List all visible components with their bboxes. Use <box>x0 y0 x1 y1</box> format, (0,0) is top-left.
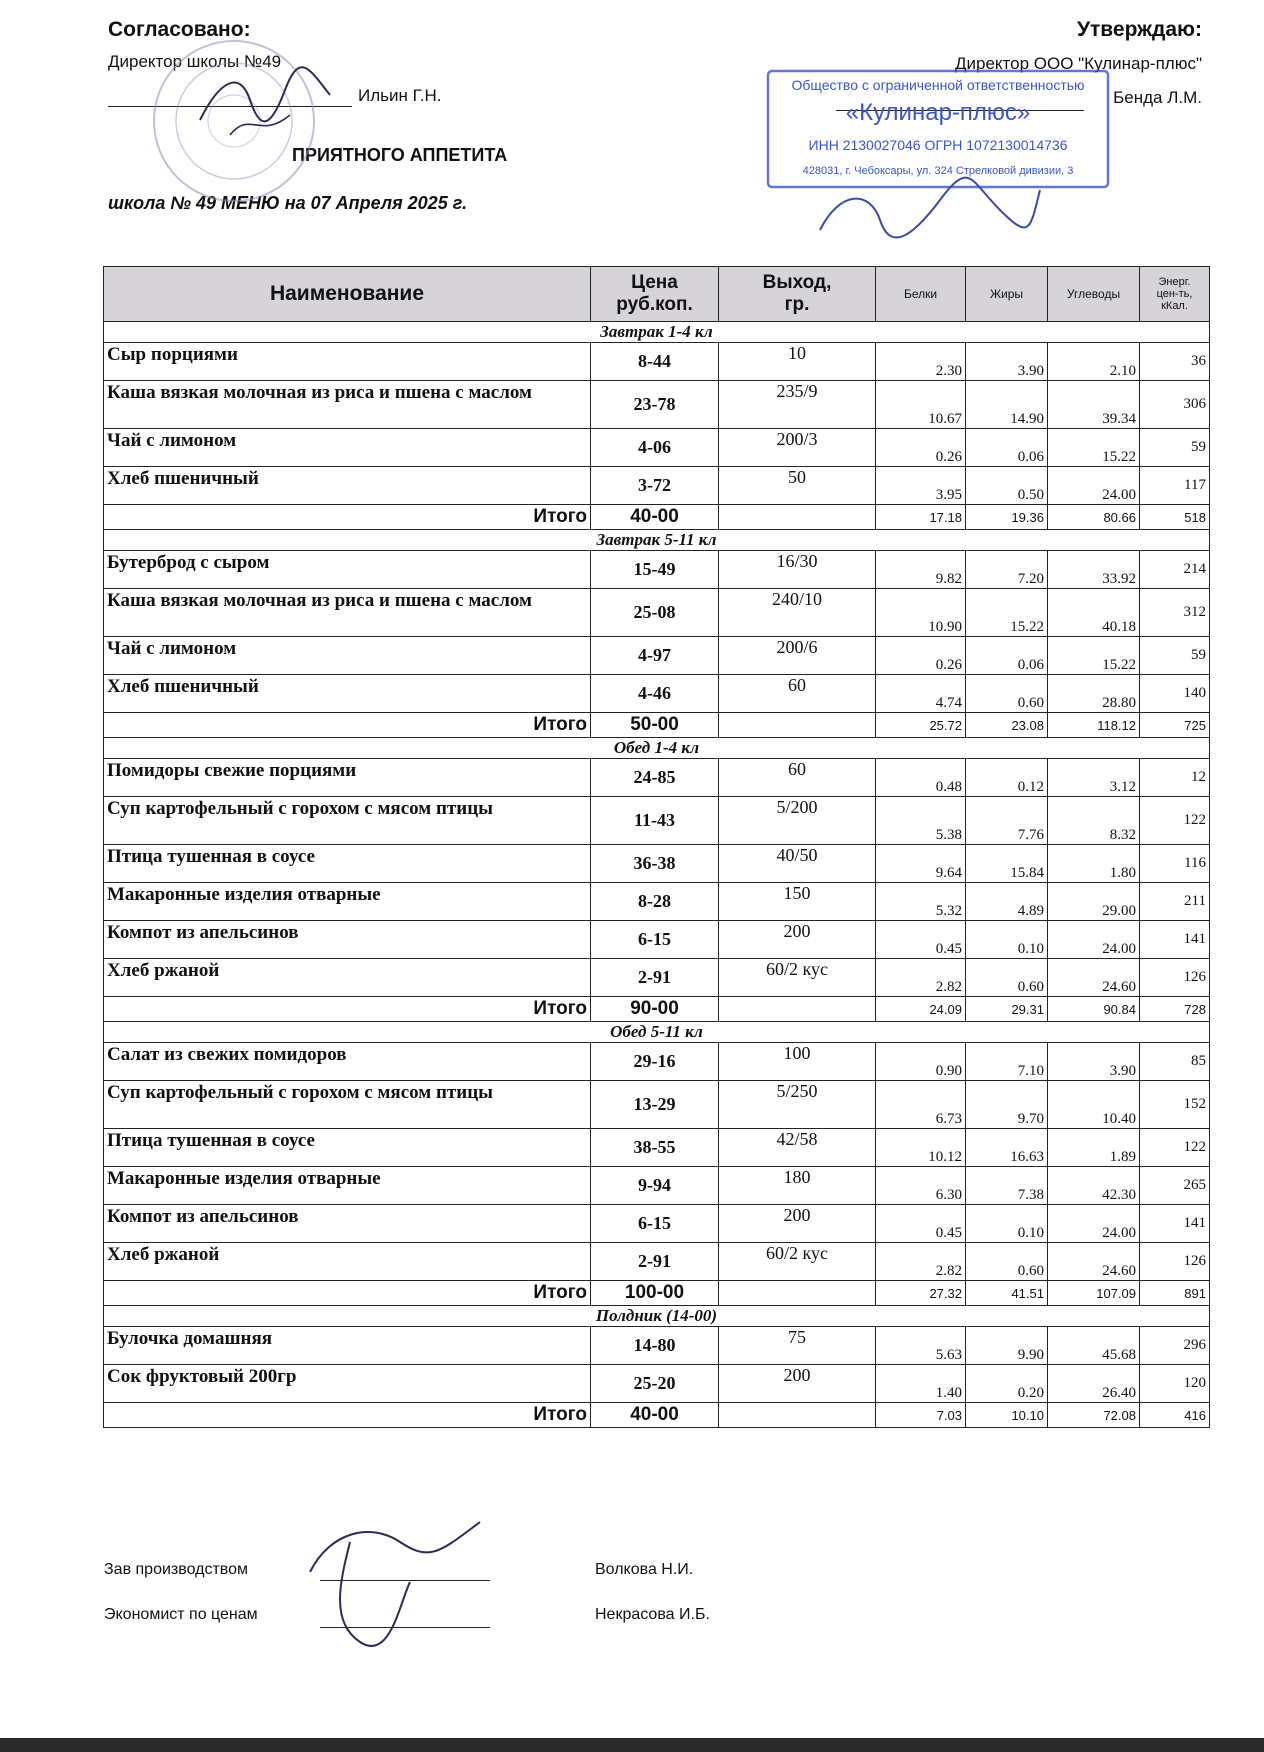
dish-fat: 14.90 <box>966 381 1048 429</box>
dish-output: 200 <box>719 921 876 959</box>
economist-name: Некрасова И.Б. <box>595 1606 710 1623</box>
total-carbs: 80.66 <box>1048 505 1140 530</box>
total-fat: 41.51 <box>966 1281 1048 1306</box>
dish-energy: 122 <box>1140 797 1210 845</box>
dish-fat: 0.10 <box>966 1205 1048 1243</box>
total-protein: 25.72 <box>876 713 966 738</box>
dish-name: Хлеб ржаной <box>104 959 591 997</box>
total-price: 40-00 <box>591 1403 719 1428</box>
dish-carbs: 1.80 <box>1048 845 1140 883</box>
total-carbs: 118.12 <box>1048 713 1140 738</box>
scan-edge <box>0 1738 1264 1752</box>
dish-fat: 7.38 <box>966 1167 1048 1205</box>
dish-protein: 0.26 <box>876 429 966 467</box>
dish-output: 60 <box>719 759 876 797</box>
total-price: 40-00 <box>591 505 719 530</box>
dish-protein: 4.74 <box>876 675 966 713</box>
dish-price: 2-91 <box>591 1243 719 1281</box>
dish-output: 240/10 <box>719 589 876 637</box>
table-row <box>104 467 1210 505</box>
dish-energy: 141 <box>1140 921 1210 959</box>
bon-appetit-text: ПРИЯТНОГО АППЕТИТА <box>292 145 508 165</box>
dish-price: 29-16 <box>591 1043 719 1081</box>
school-director-signature <box>190 60 340 150</box>
dish-name: Компот из апельсинов <box>104 921 591 959</box>
dish-output: 100 <box>719 1043 876 1081</box>
dish-output: 40/50 <box>719 845 876 883</box>
dish-energy: 126 <box>1140 1243 1210 1281</box>
dish-price: 25-08 <box>591 589 719 637</box>
dish-output: 60/2 кус <box>719 1243 876 1281</box>
dish-name: Макаронные изделия отварные <box>104 1167 591 1205</box>
total-carbs: 90.84 <box>1048 997 1140 1022</box>
total-fat: 10.10 <box>966 1403 1048 1428</box>
table-row <box>104 381 1210 429</box>
dish-energy: 36 <box>1140 343 1210 381</box>
dish-carbs: 10.40 <box>1048 1081 1140 1129</box>
confirm-heading: Утверждаю: <box>1076 18 1202 41</box>
dish-price: 8-28 <box>591 883 719 921</box>
dish-fat: 15.22 <box>966 589 1048 637</box>
dish-energy: 214 <box>1140 551 1210 589</box>
section-row <box>104 1306 1210 1327</box>
dish-output: 200/3 <box>719 429 876 467</box>
section-title: Завтрак 1-4 кл <box>104 322 1210 343</box>
dish-price: 6-15 <box>591 1205 719 1243</box>
dish-energy: 122 <box>1140 1129 1210 1167</box>
dish-carbs: 1.89 <box>1048 1129 1140 1167</box>
dish-energy: 265 <box>1140 1167 1210 1205</box>
dish-output: 180 <box>719 1167 876 1205</box>
dish-fat: 0.10 <box>966 921 1048 959</box>
dish-output: 42/58 <box>719 1129 876 1167</box>
total-price: 100-00 <box>591 1281 719 1306</box>
dish-output: 150 <box>719 883 876 921</box>
dish-name: Хлеб ржаной <box>104 1243 591 1281</box>
dish-energy: 117 <box>1140 467 1210 505</box>
dish-fat: 0.60 <box>966 1243 1048 1281</box>
dish-price: 4-06 <box>591 429 719 467</box>
dish-energy: 211 <box>1140 883 1210 921</box>
dish-name: Каша вязкая молочная из риса и пшена с маслом <box>104 589 591 637</box>
dish-carbs: 15.22 <box>1048 637 1140 675</box>
header-output: Выход, гр. <box>719 267 876 322</box>
table-row <box>104 797 1210 845</box>
total-output <box>719 1281 876 1306</box>
dish-fat: 9.90 <box>966 1327 1048 1365</box>
dish-protein: 3.95 <box>876 467 966 505</box>
total-price: 90-00 <box>591 997 719 1022</box>
total-fat: 19.36 <box>966 505 1048 530</box>
dish-name: Булочка домашняя <box>104 1327 591 1365</box>
dish-name: Сок фруктовый 200гр <box>104 1365 591 1403</box>
header-energy: Энерг. цен-ть, кКал. <box>1140 267 1210 322</box>
total-protein: 27.32 <box>876 1281 966 1306</box>
dish-carbs: 40.18 <box>1048 589 1140 637</box>
table-row <box>104 1205 1210 1243</box>
total-protein: 17.18 <box>876 505 966 530</box>
approved-heading: Согласовано: <box>108 18 251 41</box>
production-head-name: Волкова Н.И. <box>595 1561 694 1578</box>
table-row <box>104 1043 1210 1081</box>
economist-label: Экономист по ценам <box>104 1606 258 1623</box>
dish-fat: 0.60 <box>966 959 1048 997</box>
header-fat: Жиры <box>966 267 1048 322</box>
dish-carbs: 24.60 <box>1048 959 1140 997</box>
dish-fat: 0.12 <box>966 759 1048 797</box>
dish-name: Чай с лимоном <box>104 429 591 467</box>
dish-carbs: 26.40 <box>1048 1365 1140 1403</box>
dish-carbs: 28.80 <box>1048 675 1140 713</box>
dish-carbs: 33.92 <box>1048 551 1140 589</box>
table-row <box>104 1167 1210 1205</box>
dish-carbs: 24.00 <box>1048 1205 1140 1243</box>
dish-energy: 306 <box>1140 381 1210 429</box>
dish-price: 4-97 <box>591 637 719 675</box>
dish-price: 2-91 <box>591 959 719 997</box>
dish-price: 24-85 <box>591 759 719 797</box>
dish-name: Чай с лимоном <box>104 637 591 675</box>
dish-protein: 10.90 <box>876 589 966 637</box>
header-name: Наименование <box>104 267 591 322</box>
section-title: Обед 5-11 кл <box>104 1022 1210 1043</box>
stamp-line-2: «Кулинар-плюс» <box>845 99 1031 126</box>
dish-carbs: 24.60 <box>1048 1243 1140 1281</box>
company-director-name: Бенда Л.М. <box>1113 88 1202 107</box>
dish-protein: 0.90 <box>876 1043 966 1081</box>
total-energy: 416 <box>1140 1403 1210 1428</box>
dish-price: 13-29 <box>591 1081 719 1129</box>
dish-protein: 2.30 <box>876 343 966 381</box>
table-row <box>104 551 1210 589</box>
section-title: Завтрак 5-11 кл <box>104 530 1210 551</box>
dish-protein: 0.45 <box>876 921 966 959</box>
table-row <box>104 429 1210 467</box>
dish-energy: 116 <box>1140 845 1210 883</box>
dish-output: 5/250 <box>719 1081 876 1129</box>
total-row <box>104 505 1210 530</box>
section-row <box>104 322 1210 343</box>
dish-fat: 9.70 <box>966 1081 1048 1129</box>
dish-protein: 10.67 <box>876 381 966 429</box>
table-row <box>104 1129 1210 1167</box>
dish-price: 8-44 <box>591 343 719 381</box>
total-label: Итого <box>104 1403 591 1428</box>
dish-name: Хлеб пшеничный <box>104 675 591 713</box>
dish-price: 4-46 <box>591 675 719 713</box>
dish-name: Суп картофельный с горохом с мясом птицы <box>104 797 591 845</box>
dish-name: Салат из свежих помидоров <box>104 1043 591 1081</box>
dish-protein: 5.63 <box>876 1327 966 1365</box>
table-row <box>104 343 1210 381</box>
school-director-title: Директор школы №49 <box>108 52 282 71</box>
dish-price: 15-49 <box>591 551 719 589</box>
total-label: Итого <box>104 997 591 1022</box>
dish-output: 10 <box>719 343 876 381</box>
dish-protein: 0.48 <box>876 759 966 797</box>
dish-protein: 2.82 <box>876 959 966 997</box>
dish-price: 9-94 <box>591 1167 719 1205</box>
dish-output: 200 <box>719 1365 876 1403</box>
total-row <box>104 997 1210 1022</box>
total-energy: 725 <box>1140 713 1210 738</box>
dish-output: 235/9 <box>719 381 876 429</box>
dish-output: 50 <box>719 467 876 505</box>
dish-carbs: 39.34 <box>1048 381 1140 429</box>
dish-fat: 7.10 <box>966 1043 1048 1081</box>
dish-name: Компот из апельсинов <box>104 1205 591 1243</box>
dish-fat: 0.06 <box>966 637 1048 675</box>
dish-price: 36-38 <box>591 845 719 883</box>
dish-protein: 5.32 <box>876 883 966 921</box>
dish-name: Хлеб пшеничный <box>104 467 591 505</box>
total-price: 50-00 <box>591 713 719 738</box>
dish-price: 14-80 <box>591 1327 719 1365</box>
dish-energy: 59 <box>1140 429 1210 467</box>
dish-carbs: 24.00 <box>1048 467 1140 505</box>
dish-fat: 7.76 <box>966 797 1048 845</box>
dish-output: 16/30 <box>719 551 876 589</box>
table-row <box>104 759 1210 797</box>
total-output <box>719 505 876 530</box>
dish-price: 6-15 <box>591 921 719 959</box>
menu-table <box>103 266 1210 1428</box>
dish-name: Макаронные изделия отварные <box>104 883 591 921</box>
dish-carbs: 45.68 <box>1048 1327 1140 1365</box>
dish-energy: 120 <box>1140 1365 1210 1403</box>
dish-protein: 6.30 <box>876 1167 966 1205</box>
section-row <box>104 530 1210 551</box>
total-energy: 518 <box>1140 505 1210 530</box>
total-energy: 728 <box>1140 997 1210 1022</box>
table-header-row <box>104 267 1210 322</box>
dish-carbs: 2.10 <box>1048 343 1140 381</box>
dish-output: 60/2 кус <box>719 959 876 997</box>
table-row <box>104 675 1210 713</box>
dish-protein: 5.38 <box>876 797 966 845</box>
dish-energy: 141 <box>1140 1205 1210 1243</box>
dish-protein: 0.26 <box>876 637 966 675</box>
dish-name: Помидоры свежие порциями <box>104 759 591 797</box>
dish-carbs: 8.32 <box>1048 797 1140 845</box>
school-director-name: Ильин Г.Н. <box>358 86 442 105</box>
dish-name: Суп картофельный с горохом с мясом птицы <box>104 1081 591 1129</box>
section-title: Обед 1-4 кл <box>104 738 1210 759</box>
dish-energy: 12 <box>1140 759 1210 797</box>
header-price: Цена руб.коп. <box>591 267 719 322</box>
table-row <box>104 959 1210 997</box>
dish-price: 23-78 <box>591 381 719 429</box>
dish-carbs: 3.12 <box>1048 759 1140 797</box>
section-row <box>104 1022 1210 1043</box>
header-protein: Белки <box>876 267 966 322</box>
total-output <box>719 997 876 1022</box>
dish-protein: 10.12 <box>876 1129 966 1167</box>
dish-energy: 59 <box>1140 637 1210 675</box>
dish-carbs: 42.30 <box>1048 1167 1140 1205</box>
table-row <box>104 637 1210 675</box>
dish-protein: 1.40 <box>876 1365 966 1403</box>
table-row <box>104 1081 1210 1129</box>
footer-signature <box>290 1512 490 1652</box>
dish-protein: 9.64 <box>876 845 966 883</box>
section-row <box>104 738 1210 759</box>
stamp-line-1: Общество с ограниченной ответственностью <box>791 77 1085 93</box>
total-output <box>719 713 876 738</box>
total-energy: 891 <box>1140 1281 1210 1306</box>
header-carbs: Углеводы <box>1048 267 1140 322</box>
dish-output: 5/200 <box>719 797 876 845</box>
total-label: Итого <box>104 505 591 530</box>
dish-output: 200 <box>719 1205 876 1243</box>
dish-fat: 16.63 <box>966 1129 1048 1167</box>
dish-name: Сыр порциями <box>104 343 591 381</box>
dish-protein: 6.73 <box>876 1081 966 1129</box>
table-row <box>104 1365 1210 1403</box>
dish-price: 3-72 <box>591 467 719 505</box>
total-carbs: 72.08 <box>1048 1403 1140 1428</box>
section-title: Полдник (14-00) <box>104 1306 1210 1327</box>
total-fat: 23.08 <box>966 713 1048 738</box>
dish-fat: 0.20 <box>966 1365 1048 1403</box>
dish-fat: 7.20 <box>966 551 1048 589</box>
dish-carbs: 3.90 <box>1048 1043 1140 1081</box>
dish-energy: 140 <box>1140 675 1210 713</box>
total-protein: 24.09 <box>876 997 966 1022</box>
dish-energy: 85 <box>1140 1043 1210 1081</box>
total-row <box>104 1403 1210 1428</box>
dish-energy: 126 <box>1140 959 1210 997</box>
dish-output: 75 <box>719 1327 876 1365</box>
menu-title: школа № 49 МЕНЮ на 07 Апреля 2025 г. <box>108 193 468 213</box>
company-director-signature <box>800 170 1050 250</box>
table-row <box>104 589 1210 637</box>
total-row <box>104 1281 1210 1306</box>
dish-protein: 0.45 <box>876 1205 966 1243</box>
dish-protein: 2.82 <box>876 1243 966 1281</box>
dish-name: Бутерброд с сыром <box>104 551 591 589</box>
dish-name: Птица тушенная в соусе <box>104 845 591 883</box>
total-protein: 7.03 <box>876 1403 966 1428</box>
table-row <box>104 921 1210 959</box>
dish-name: Птица тушенная в соусе <box>104 1129 591 1167</box>
dish-fat: 3.90 <box>966 343 1048 381</box>
dish-fat: 0.06 <box>966 429 1048 467</box>
dish-price: 25-20 <box>591 1365 719 1403</box>
dish-carbs: 15.22 <box>1048 429 1140 467</box>
table-row <box>104 1327 1210 1365</box>
dish-output: 60 <box>719 675 876 713</box>
dish-price: 38-55 <box>591 1129 719 1167</box>
dish-carbs: 29.00 <box>1048 883 1140 921</box>
total-label: Итого <box>104 713 591 738</box>
dish-price: 11-43 <box>591 797 719 845</box>
stamp-line-3: ИНН 2130027046 ОГРН 1072130014736 <box>808 137 1068 153</box>
dish-output: 200/6 <box>719 637 876 675</box>
dish-energy: 312 <box>1140 589 1210 637</box>
dish-fat: 15.84 <box>966 845 1048 883</box>
stamp-line-4: 428031, г. Чебоксары, ул. 324 Стрелковой дивизии, 3 <box>802 165 1074 177</box>
dish-energy: 152 <box>1140 1081 1210 1129</box>
table-row <box>104 1243 1210 1281</box>
dish-fat: 0.50 <box>966 467 1048 505</box>
total-carbs: 107.09 <box>1048 1281 1140 1306</box>
dish-name: Каша вязкая молочная из риса и пшена с маслом <box>104 381 591 429</box>
dish-carbs: 24.00 <box>1048 921 1140 959</box>
total-label: Итого <box>104 1281 591 1306</box>
production-head-label: Зав производством <box>104 1561 248 1578</box>
company-director-title: Директор ООО "Кулинар-плюс" <box>954 54 1202 73</box>
dish-fat: 4.89 <box>966 883 1048 921</box>
table-row <box>104 845 1210 883</box>
total-fat: 29.31 <box>966 997 1048 1022</box>
total-row <box>104 713 1210 738</box>
total-output <box>719 1403 876 1428</box>
dish-protein: 9.82 <box>876 551 966 589</box>
dish-energy: 296 <box>1140 1327 1210 1365</box>
dish-fat: 0.60 <box>966 675 1048 713</box>
table-row <box>104 883 1210 921</box>
